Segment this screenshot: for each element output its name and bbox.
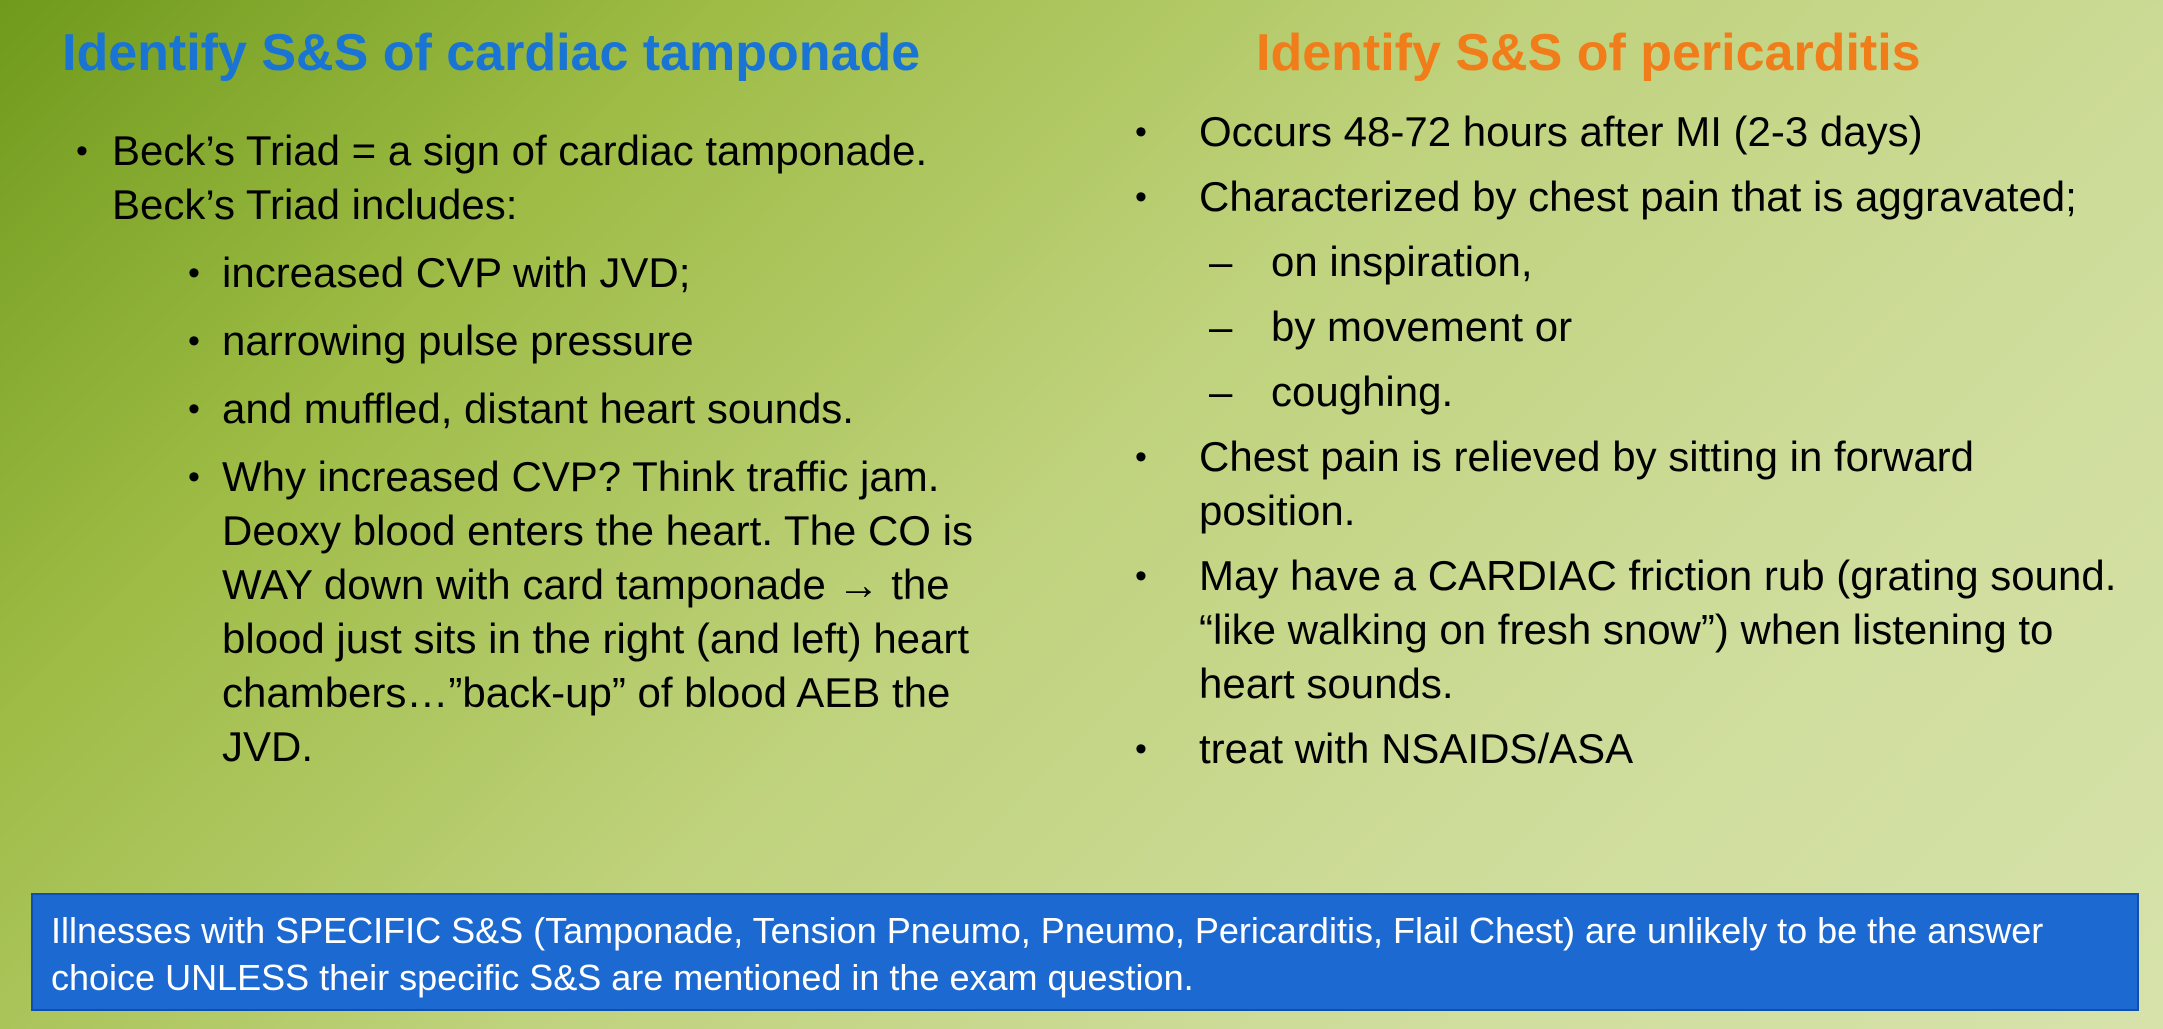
list-item-text: Characterized by chest pain that is aggravated; <box>1199 173 2077 220</box>
exam-tip-banner: Illnesses with SPECIFIC S&S (Tamponade, Tension Pneumo, Pneumo, Pericarditis, Flail Chest) are unlikely to be the answer choice UNLESS their specific S&S are mentioned in the exam question. <box>31 893 2139 1011</box>
list-item-text: treat with NSAIDS/ASA <box>1199 725 1634 772</box>
bullet-icon: • <box>1135 557 1147 595</box>
list-item <box>1130 722 2130 776</box>
pericarditis-list <box>1130 105 2130 776</box>
sub-list-item <box>1199 365 2130 419</box>
bullet-icon: • <box>76 132 88 170</box>
bullet-icon: • <box>188 322 200 360</box>
tamponade-list <box>74 124 1034 774</box>
list-item-text: and muffled, distant heart sounds. <box>222 385 854 432</box>
list-item-text: increased CVP with JVD; <box>222 249 691 296</box>
pericarditis-heading: Identify S&S of pericarditis <box>1256 24 1921 82</box>
tamponade-heading: Identify S&S of cardiac tamponade <box>62 24 921 82</box>
list-item <box>112 314 1034 368</box>
bullet-icon: • <box>188 254 200 292</box>
list-item-text: narrowing pulse pressure <box>222 317 694 364</box>
becks-triad-text: Beck’s Triad = a sign of cardiac tamponade. Beck’s Triad includes: <box>112 127 928 228</box>
list-item <box>1130 170 2130 419</box>
dash-icon: – <box>1209 368 1233 415</box>
list-item <box>112 246 1034 300</box>
list-item-text: Why increased CVP? Think traffic jam. Deoxy blood enters the heart. The CO is WAY down with card tamponade → the blood just sits in the right (and left) heart chambers…”back-up” of blood AEB the JVD. <box>222 453 973 770</box>
sub-list-item-text: on inspiration, <box>1271 238 1533 285</box>
list-item <box>1130 105 2130 159</box>
dash-icon: – <box>1209 238 1233 285</box>
list-item <box>1130 430 2130 538</box>
list-item <box>1130 549 2130 711</box>
aggravating-factors-list <box>1199 235 2130 419</box>
bullet-icon: • <box>1135 178 1147 216</box>
tamponade-column <box>74 124 1034 788</box>
bullet-icon: • <box>188 390 200 428</box>
list-item-text: Occurs 48-72 hours after MI (2-3 days) <box>1199 108 1923 155</box>
becks-triad-sublist <box>112 246 1034 774</box>
becks-triad-item <box>74 124 1034 774</box>
list-item <box>112 450 1034 774</box>
bullet-icon: • <box>188 458 200 496</box>
sub-list-item <box>1199 235 2130 289</box>
pericarditis-column <box>1130 105 2130 787</box>
sub-list-item <box>1199 300 2130 354</box>
dash-icon: – <box>1209 303 1233 350</box>
list-item-text: May have a CARDIAC friction rub (grating sound. “like walking on fresh snow”) when listening to heart sounds. <box>1199 552 2117 707</box>
list-item <box>112 382 1034 436</box>
list-item-text: Chest pain is relieved by sitting in forward position. <box>1199 433 1975 534</box>
sub-list-item-text: by movement or <box>1271 303 1573 350</box>
bullet-icon: • <box>1135 730 1147 768</box>
bullet-icon: • <box>1135 438 1147 476</box>
bullet-icon: • <box>1135 113 1147 151</box>
sub-list-item-text: coughing. <box>1271 368 1454 415</box>
